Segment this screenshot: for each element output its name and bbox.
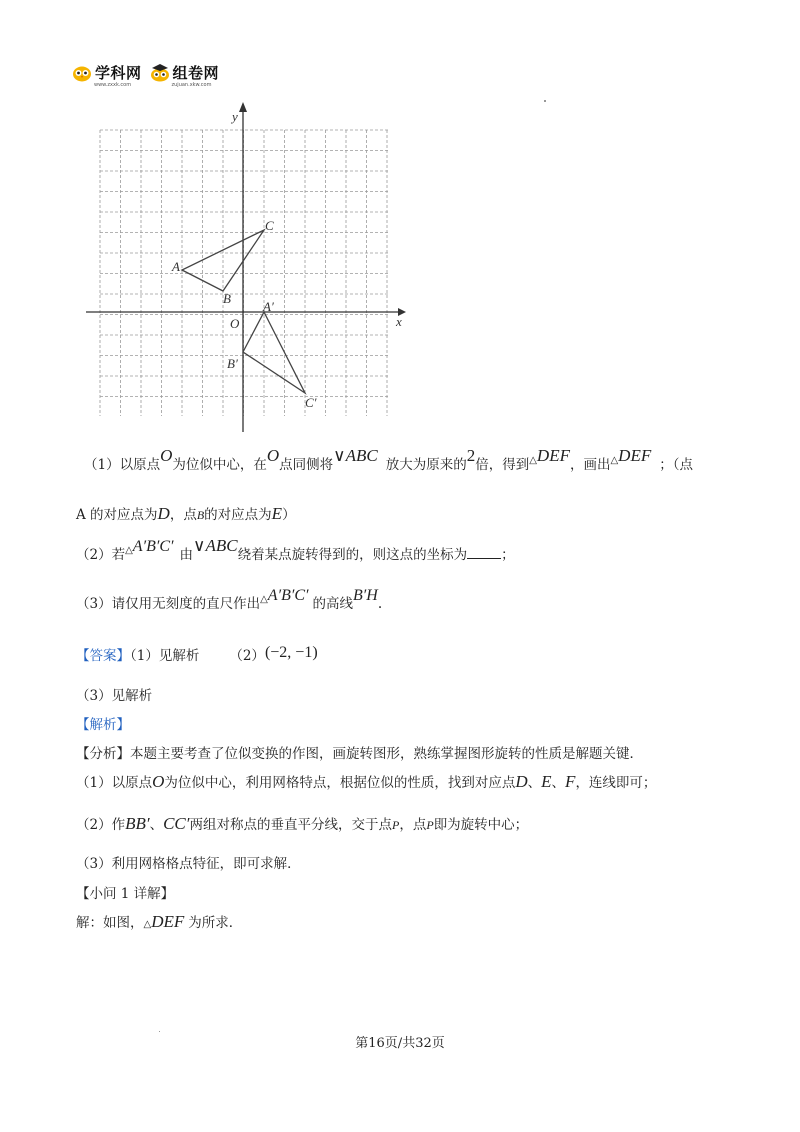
answer-line [76,644,318,665]
logo-zujuan [150,62,220,88]
text: （1）以原点 [84,457,161,473]
text: 、 [551,775,566,791]
question-1-line-1 [84,446,693,476]
text: （3）见解析 [76,688,153,704]
math-d: D [515,772,528,791]
text: 点同侧将 [279,457,334,473]
text: 本题主要考查了位似变换的作图，画旋转图形，熟练掌握图形旋转的性质是解题关键． [130,746,643,762]
logo-title: 学科网 [95,64,142,82]
text: 的对应点为 [204,507,272,523]
math-cc1: CC′ [163,814,190,833]
math-two: 2 [466,446,476,465]
question-2 [76,536,515,566]
text: （1）以原点 [76,775,153,791]
text: （3）利用网格格点特征，即可求解． [76,856,301,872]
logo-url: zujuan.xkw.com [171,82,212,88]
math-e: E [541,772,552,791]
text: A 的对应点为 [76,507,158,523]
triangle-a1b1c1 [243,312,305,393]
text: 由 [179,547,194,563]
text: ，点 [169,507,197,523]
point-b-prime-label: B′ [227,356,238,371]
point-c-label: C [265,218,274,233]
math-bb1: BB′ [125,814,150,833]
triangle-symbol: △ [143,919,152,930]
math-o: O [152,772,165,791]
analysis-point-2 [76,815,528,834]
text: 、 [527,775,542,791]
text: 的高线 [312,596,354,612]
question-1-line-2 [76,505,296,524]
text: ，点 [399,817,427,833]
analysis-heading: 【解析】 [76,717,130,733]
text: 为位似中心，利用网格特点，根据位似的性质，找到对应点 [164,775,516,791]
y-axis-arrow-icon [239,102,247,112]
math-def: DEF [618,446,652,465]
math-p: P [426,818,434,832]
text: 为位似中心，在 [172,457,267,473]
math-e: E [271,504,283,523]
coordinate-grid-figure [80,100,410,435]
math-o: O [160,446,173,465]
fenxi-tag: 【分析】 [76,746,130,762]
text: （2）若 [76,547,126,563]
answer-tag: 【答案】 [76,648,130,664]
subquestion-heading [76,885,174,903]
logo-url: www.zxxk.com [94,82,132,88]
text: 、 [149,817,164,833]
solution-line [76,913,242,934]
origin-label: O [230,316,240,331]
math-b1h: B′H [353,587,378,604]
analysis-point-3 [76,855,301,873]
text: （1）见解析 [130,648,200,664]
triangle-symbol: ∨ [193,536,206,556]
text: （2）作 [76,817,126,833]
answer-3 [76,687,152,705]
x-axis-label: x [396,314,402,329]
triangle-symbol: △ [529,455,537,466]
text: ，画出 [569,457,611,473]
math-p: P [392,818,400,832]
math-o: O [266,446,280,465]
logo-title: 组卷网 [172,64,220,82]
analysis-tag [76,716,130,734]
answer-blank[interactable] [467,546,501,559]
text: ，连线即可； [575,775,657,791]
text: ） [282,507,296,523]
grid-lines [100,130,388,416]
triangle-symbol: ∨ [333,446,346,466]
text: 解：如图， [76,915,144,931]
logo-zxxk [72,62,142,88]
header-logos [72,62,219,90]
triangle-symbol: △ [260,594,268,605]
text: ；（点 [659,457,693,473]
triangle-symbol: △ [125,545,133,556]
text: （2） [229,648,265,664]
text: 放大为原来的 [385,457,467,473]
text: 为所求． [188,915,243,931]
text: ； [501,547,515,563]
point-c-prime-label: C′ [305,395,317,410]
text: 倍，得到 [475,457,530,473]
math-d: D [157,504,170,523]
page-number: 第16页/共32页 [355,1036,445,1051]
point-a-label: A [172,259,180,274]
answer-coordinates: (−2, −1) [264,644,318,661]
graduation-owl-logo-icon [150,64,170,82]
question-3 [76,587,383,615]
triangle-symbol: △ [610,455,619,466]
owl-logo-icon [72,64,92,82]
math-b: B [196,508,205,522]
math-f: F [565,772,576,791]
analysis-point-1 [76,773,656,792]
y-axis-label: y [232,109,238,124]
math-def: DEF [151,912,185,931]
stray-dot [544,100,546,102]
text: . [377,596,383,612]
text: 绕着某点旋转得到的，则这点的坐标为 [237,547,468,563]
text: 【小问 1 详解】 [76,886,175,902]
math-a1b1c1: A′B′C′ [132,538,174,555]
point-a-prime-label: A′ [263,299,274,314]
math-def: DEF [536,446,570,465]
math-abc: ABC [345,446,378,465]
math-a1b1c1: A′B′C′ [267,587,309,604]
text: （3）请仅用无刻度的直尺作出 [76,596,261,612]
point-b-label: B [223,291,231,306]
text: 两组对称点的垂直平分线，交于点 [189,817,392,833]
text: 即为旋转中心； [433,817,529,833]
math-abc: ABC [205,536,238,555]
analysis-summary [76,745,643,763]
